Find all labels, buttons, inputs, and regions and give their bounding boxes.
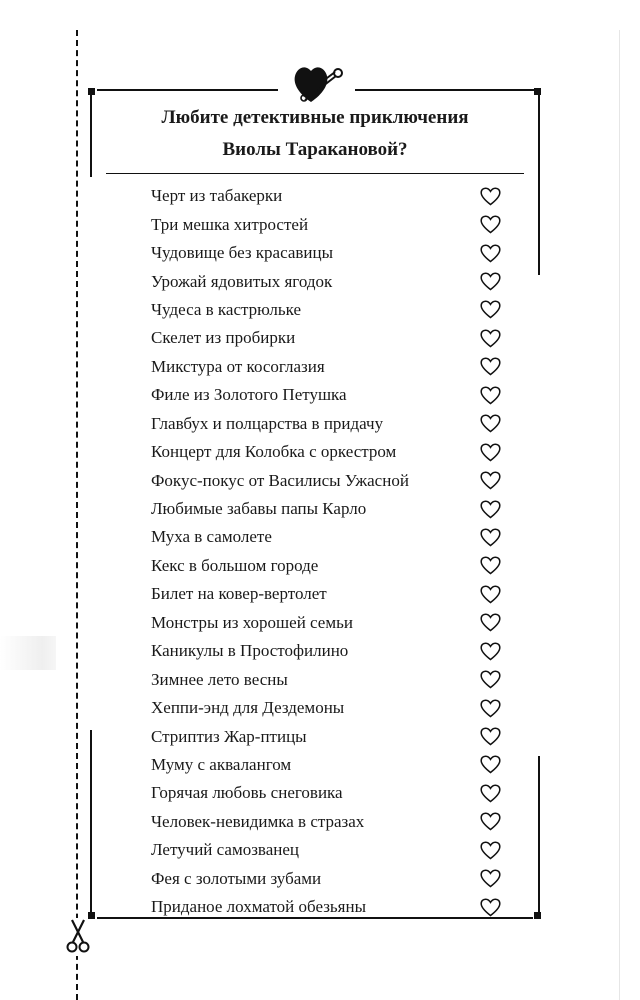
book-title: Кекс в большом городе [151,555,319,575]
heart-checkbox-icon[interactable] [480,670,501,689]
heart-checkbox-icon[interactable] [480,528,501,547]
book-title: Горячая любовь снеговика [151,783,343,803]
book-list [151,182,511,921]
heart-checkbox-icon[interactable] [480,244,501,263]
page-title [110,102,520,166]
list-item [151,381,511,409]
heart-checkbox-icon[interactable] [480,642,501,661]
list-item [151,722,511,750]
list-item [151,353,511,381]
heart-checkbox-icon[interactable] [480,727,501,746]
book-title: Муму с аквалангом [151,754,292,774]
book-title: Стриптиз Жар-птицы [151,726,307,746]
book-title: Человек-невидимка в стразах [151,811,365,831]
book-title: Чудеса в кастрюльке [151,299,302,319]
book-title: Летучий самозванец [151,840,300,860]
list-item [151,438,511,466]
cut-line [76,30,78,1000]
list-item [151,296,511,324]
list-item [151,182,511,210]
heart-checkbox-icon[interactable] [480,329,501,348]
heart-checkbox-icon[interactable] [480,215,501,234]
heart-checkbox-icon[interactable] [480,841,501,860]
book-title: Фея с золотыми зубами [151,868,322,888]
page-edge [619,30,620,1000]
book-title: Микстура от косоглазия [151,356,325,376]
list-item [151,637,511,665]
heart-checkbox-icon[interactable] [480,613,501,632]
list-item [151,239,511,267]
list-item [151,808,511,836]
book-title: Зимнее лето весны [151,669,288,689]
list-item [151,580,511,608]
list-item [151,552,511,580]
heart-with-safety-pin-icon [289,58,349,106]
heart-checkbox-icon[interactable] [480,898,501,917]
list-item [151,665,511,693]
list-item [151,210,511,238]
heart-checkbox-icon[interactable] [480,300,501,319]
list-item [151,865,511,893]
book-title: Любимые забавы папы Карло [151,499,367,519]
book-title: Филе из Золотого Петушка [151,385,347,405]
heart-checkbox-icon[interactable] [480,272,501,291]
book-title: Урожай ядовитых ягодок [151,271,333,291]
book-title: Главбух и полцарства в придачу [151,413,384,433]
list-item [151,466,511,494]
heart-checkbox-icon[interactable] [480,386,501,405]
title-line-1: Любите детективные приключения [161,107,469,128]
title-line-2: Виолы Таракановой? [222,139,408,160]
list-item [151,893,511,921]
book-title: Три мешка хитростей [151,214,309,234]
book-title: Муха в самолете [151,527,272,547]
book-title: Чудовище без красавицы [151,243,334,263]
heart-checkbox-icon[interactable] [480,755,501,774]
list-item [151,779,511,807]
heart-checkbox-icon[interactable] [480,699,501,718]
book-title: Приданое лохматой обезьяны [151,897,367,917]
heart-checkbox-icon[interactable] [480,357,501,376]
title-divider [106,173,524,174]
scissors-icon [66,918,90,956]
list-item [151,609,511,637]
book-title: Хеппи-энд для Дездемоны [151,698,345,718]
list-item [151,410,511,438]
list-item [151,694,511,722]
heart-checkbox-icon[interactable] [480,471,501,490]
list-item [151,751,511,779]
heart-checkbox-icon[interactable] [480,812,501,831]
page-shadow [0,636,56,670]
book-title: Черт из табакерки [151,186,283,206]
heart-checkbox-icon[interactable] [480,784,501,803]
book-title: Скелет из пробирки [151,328,296,348]
list-item [151,523,511,551]
book-title: Каникулы в Простофилино [151,641,349,661]
list-item [151,495,511,523]
book-title: Монстры из хорошей семьи [151,612,353,632]
heart-checkbox-icon[interactable] [480,585,501,604]
heart-checkbox-icon[interactable] [480,556,501,575]
heart-checkbox-icon[interactable] [480,500,501,519]
heart-checkbox-icon[interactable] [480,869,501,888]
heart-checkbox-icon[interactable] [480,443,501,462]
list-item [151,836,511,864]
list-item [151,267,511,295]
book-title: Билет на ковер-вертолет [151,584,327,604]
heart-checkbox-icon[interactable] [480,187,501,206]
heart-checkbox-icon[interactable] [480,414,501,433]
book-title: Фокус-покус от Василисы Ужасной [151,470,409,490]
book-title: Концерт для Колобка с оркестром [151,442,397,462]
list-item [151,324,511,352]
